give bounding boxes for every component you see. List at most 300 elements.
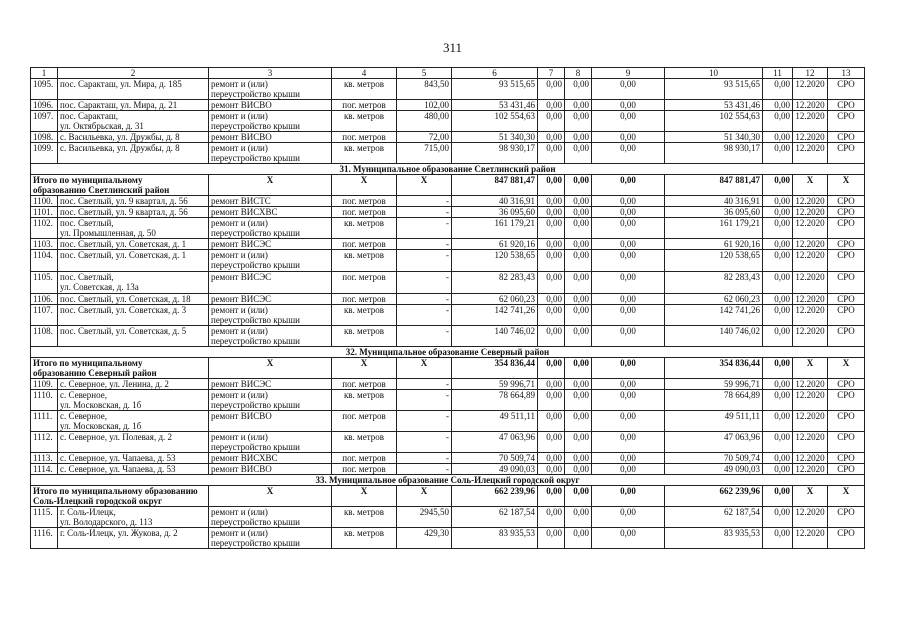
row-number: 1098.: [31, 132, 58, 143]
row-number: 1103.: [31, 239, 58, 250]
row-number: 1110.: [31, 390, 58, 411]
funds-col11: 0,00: [763, 294, 793, 305]
funds-col8: 0,00: [565, 411, 592, 432]
register-table: [30, 67, 865, 549]
completion-date: 12.2020: [793, 143, 828, 164]
total-cost: 61 920,16: [452, 239, 538, 250]
address: с. Северное, ул. Чапаева, д. 53: [58, 464, 209, 475]
funds-col9: 0,00: [592, 196, 665, 207]
work-type: ремонт ВИСЭС: [209, 272, 332, 294]
total-cost: 93 515,65: [452, 79, 538, 100]
funds-col11: 0,00: [763, 486, 793, 507]
method: СРО: [828, 294, 865, 305]
funds-col11: 0,00: [763, 143, 793, 164]
method: СРО: [828, 218, 865, 239]
method: СРО: [828, 411, 865, 432]
funds-col10: 140 746,02: [665, 326, 763, 347]
x-mark: X: [397, 486, 452, 507]
work-type: ремонт и (или) переустройство крыши: [209, 305, 332, 326]
quantity: 102,00: [397, 100, 452, 111]
funds-col9: 0,00: [592, 486, 665, 507]
funds-col7: 0,00: [538, 218, 565, 239]
funds-col8: 0,00: [565, 507, 592, 528]
funds-col10: 83 935,53: [665, 528, 763, 549]
work-type: ремонт ВИСЭС: [209, 294, 332, 305]
x-mark: X: [209, 358, 332, 379]
section-heading: [31, 164, 865, 175]
funds-col11: 0,00: [763, 390, 793, 411]
subtotal-row: [31, 175, 865, 196]
funds-col7: 0,00: [538, 79, 565, 100]
funds-col9: 0,00: [592, 379, 665, 390]
unit: кв. метров: [332, 432, 397, 453]
funds-col9: 0,00: [592, 464, 665, 475]
table-row: [31, 196, 865, 207]
method: СРО: [828, 464, 865, 475]
total-cost: 83 935,53: [452, 528, 538, 549]
funds-col9: 0,00: [592, 294, 665, 305]
row-number: 1116.: [31, 528, 58, 549]
section-heading: [31, 347, 865, 358]
table-row: [31, 272, 865, 294]
funds-col10: 49 511,11: [665, 411, 763, 432]
quantity: -: [397, 305, 452, 326]
quantity: -: [397, 218, 452, 239]
row-number: 1097.: [31, 111, 58, 132]
column-number: 8: [565, 68, 592, 79]
quantity: -: [397, 432, 452, 453]
funds-col11: 0,00: [763, 218, 793, 239]
subtotal-row: [31, 358, 865, 379]
address: г. Соль-Илецк, ул. Володарского, д. 113: [58, 507, 209, 528]
total-cost: 70 509,74: [452, 453, 538, 464]
column-number: 5: [397, 68, 452, 79]
funds-col8: 0,00: [565, 390, 592, 411]
address: с. Северное, ул. Московская, д. 1б: [58, 411, 209, 432]
funds-col8: 0,00: [565, 175, 592, 196]
funds-col10: 51 340,30: [665, 132, 763, 143]
quantity: 72,00: [397, 132, 452, 143]
table-row: [31, 294, 865, 305]
method: СРО: [828, 79, 865, 100]
column-number: 13: [828, 68, 865, 79]
quantity: -: [397, 464, 452, 475]
funds-col10: 120 538,65: [665, 250, 763, 272]
unit: пог. метров: [332, 411, 397, 432]
completion-date: 12.2020: [793, 390, 828, 411]
funds-col7: 0,00: [538, 486, 565, 507]
quantity: 480,00: [397, 111, 452, 132]
funds-col11: 0,00: [763, 250, 793, 272]
row-number: 1106.: [31, 294, 58, 305]
funds-col8: 0,00: [565, 100, 592, 111]
quantity: -: [397, 196, 452, 207]
x-mark: X: [793, 486, 828, 507]
address: с. Северное, ул. Московская, д. 1б: [58, 390, 209, 411]
funds-col10: 78 664,89: [665, 390, 763, 411]
method: СРО: [828, 305, 865, 326]
address: пос. Светлый, ул. 9 квартал, д. 56: [58, 196, 209, 207]
subtotal-label: Итого по муниципальному образованию Светлинский район: [31, 175, 209, 196]
quantity: 2945,50: [397, 507, 452, 528]
funds-col11: 0,00: [763, 411, 793, 432]
funds-col7: 0,00: [538, 379, 565, 390]
completion-date: 12.2020: [793, 411, 828, 432]
address: пос. Светлый, ул. Советская, д. 1: [58, 250, 209, 272]
funds-col9: 0,00: [592, 100, 665, 111]
funds-col10: 161 179,21: [665, 218, 763, 239]
quantity: -: [397, 379, 452, 390]
row-number: 1107.: [31, 305, 58, 326]
quantity: -: [397, 326, 452, 347]
funds-col8: 0,00: [565, 379, 592, 390]
method: СРО: [828, 132, 865, 143]
address: с. Васильевка, ул. Дружбы, д. 8: [58, 132, 209, 143]
column-number: 12: [793, 68, 828, 79]
funds-col11: 0,00: [763, 432, 793, 453]
funds-col11: 0,00: [763, 79, 793, 100]
total-cost: 140 746,02: [452, 326, 538, 347]
funds-col11: 0,00: [763, 464, 793, 475]
funds-col8: 0,00: [565, 111, 592, 132]
column-number: 2: [58, 68, 209, 79]
funds-col8: 0,00: [565, 453, 592, 464]
completion-date: 12.2020: [793, 432, 828, 453]
row-number: 1100.: [31, 196, 58, 207]
column-number: 6: [452, 68, 538, 79]
funds-col9: 0,00: [592, 79, 665, 100]
work-type: ремонт ВИСВО: [209, 411, 332, 432]
x-mark: X: [793, 358, 828, 379]
unit: кв. метров: [332, 390, 397, 411]
completion-date: 12.2020: [793, 132, 828, 143]
method: СРО: [828, 507, 865, 528]
subtotal-amount: 354 836,44: [452, 358, 538, 379]
funds-col7: 0,00: [538, 432, 565, 453]
funds-col7: 0,00: [538, 507, 565, 528]
table-row: [31, 218, 865, 239]
method: СРО: [828, 453, 865, 464]
column-number: 1: [31, 68, 58, 79]
funds-col7: 0,00: [538, 464, 565, 475]
funds-col8: 0,00: [565, 464, 592, 475]
funds-col9: 0,00: [592, 132, 665, 143]
funds-col7: 0,00: [538, 272, 565, 294]
address: с. Северное, ул. Чапаева, д. 53: [58, 453, 209, 464]
funds-col10: 40 316,91: [665, 196, 763, 207]
funds-col9: 0,00: [592, 207, 665, 218]
unit: кв. метров: [332, 507, 397, 528]
funds-col10: 93 515,65: [665, 79, 763, 100]
funds-col9: 0,00: [592, 272, 665, 294]
completion-date: 12.2020: [793, 305, 828, 326]
x-mark: X: [828, 175, 865, 196]
quantity: 429,30: [397, 528, 452, 549]
total-cost: 98 930,17: [452, 143, 538, 164]
work-type: ремонт и (или) переустройство крыши: [209, 528, 332, 549]
address: с. Северное, ул. Ленина, д. 2: [58, 379, 209, 390]
work-type: ремонт ВИСХВС: [209, 453, 332, 464]
quantity: -: [397, 411, 452, 432]
table-row: [31, 207, 865, 218]
table-row: [31, 432, 865, 453]
funds-col9: 0,00: [592, 111, 665, 132]
section-title: 33. Муниципальное образование Соль-Илецкий городской округ: [31, 475, 865, 486]
total-cost: 78 664,89: [452, 390, 538, 411]
unit: кв. метров: [332, 111, 397, 132]
address: пос. Светлый, ул. Советская, д. 1: [58, 239, 209, 250]
unit: кв. метров: [332, 326, 397, 347]
funds-col8: 0,00: [565, 358, 592, 379]
table-row: [31, 111, 865, 132]
address: с. Северное, ул. Полевая, д. 2: [58, 432, 209, 453]
row-number: 1099.: [31, 143, 58, 164]
total-cost: 49 511,11: [452, 411, 538, 432]
total-cost: 142 741,26: [452, 305, 538, 326]
funds-col11: 0,00: [763, 132, 793, 143]
funds-col8: 0,00: [565, 486, 592, 507]
address: пос. Светлый, ул. Советская, д. 5: [58, 326, 209, 347]
total-cost: 49 090,03: [452, 464, 538, 475]
quantity: -: [397, 250, 452, 272]
row-number: 1101.: [31, 207, 58, 218]
funds-col11: 0,00: [763, 305, 793, 326]
funds-col7: 0,00: [538, 326, 565, 347]
table-row: [31, 305, 865, 326]
table-row: [31, 453, 865, 464]
funds-col8: 0,00: [565, 528, 592, 549]
method: СРО: [828, 272, 865, 294]
funds-col8: 0,00: [565, 326, 592, 347]
funds-col7: 0,00: [538, 175, 565, 196]
funds-col10: 82 283,43: [665, 272, 763, 294]
funds-col8: 0,00: [565, 305, 592, 326]
funds-col7: 0,00: [538, 453, 565, 464]
x-mark: X: [332, 486, 397, 507]
funds-col11: 0,00: [763, 379, 793, 390]
work-type: ремонт и (или) переустройство крыши: [209, 111, 332, 132]
total-cost: 40 316,91: [452, 196, 538, 207]
completion-date: 12.2020: [793, 111, 828, 132]
unit: пог. метров: [332, 207, 397, 218]
x-mark: X: [397, 358, 452, 379]
row-number: 1095.: [31, 79, 58, 100]
funds-col9: 0,00: [592, 218, 665, 239]
funds-col11: 0,00: [763, 175, 793, 196]
x-mark: X: [828, 486, 865, 507]
funds-col11: 0,00: [763, 239, 793, 250]
unit: кв. метров: [332, 305, 397, 326]
work-type: ремонт ВИСВО: [209, 132, 332, 143]
unit: пог. метров: [332, 272, 397, 294]
row-number: 1104.: [31, 250, 58, 272]
work-type: ремонт ВИСВО: [209, 464, 332, 475]
table-row: [31, 100, 865, 111]
funds-col10: 47 063,96: [665, 432, 763, 453]
funds-col8: 0,00: [565, 432, 592, 453]
funds-col11: 0,00: [763, 507, 793, 528]
address: с. Васильевка, ул. Дружбы, д. 8: [58, 143, 209, 164]
unit: пог. метров: [332, 379, 397, 390]
work-type: ремонт и (или) переустройство крыши: [209, 79, 332, 100]
address: пос. Светлый, ул. Советская, д. 3: [58, 305, 209, 326]
funds-col10: 61 920,16: [665, 239, 763, 250]
completion-date: 12.2020: [793, 272, 828, 294]
work-type: ремонт и (или) переустройство крыши: [209, 507, 332, 528]
funds-col11: 0,00: [763, 272, 793, 294]
quantity: -: [397, 207, 452, 218]
funds-col9: 0,00: [592, 507, 665, 528]
completion-date: 12.2020: [793, 196, 828, 207]
total-cost: 62 060,23: [452, 294, 538, 305]
work-type: ремонт и (или) переустройство крыши: [209, 143, 332, 164]
quantity: 715,00: [397, 143, 452, 164]
x-mark: X: [209, 175, 332, 196]
total-cost: 82 283,43: [452, 272, 538, 294]
work-type: ремонт ВИСТС: [209, 196, 332, 207]
funds-col10: 102 554,63: [665, 111, 763, 132]
total-cost: 62 187,54: [452, 507, 538, 528]
unit: кв. метров: [332, 143, 397, 164]
x-mark: X: [828, 358, 865, 379]
completion-date: 12.2020: [793, 464, 828, 475]
total-cost: 59 996,71: [452, 379, 538, 390]
method: СРО: [828, 111, 865, 132]
unit: пог. метров: [332, 294, 397, 305]
page-number: 311: [442, 40, 463, 55]
completion-date: 12.2020: [793, 100, 828, 111]
funds-col7: 0,00: [538, 100, 565, 111]
funds-col11: 0,00: [763, 453, 793, 464]
funds-col8: 0,00: [565, 207, 592, 218]
funds-col9: 0,00: [592, 528, 665, 549]
table-row: [31, 239, 865, 250]
work-type: ремонт ВИСВО: [209, 100, 332, 111]
funds-col8: 0,00: [565, 143, 592, 164]
completion-date: 12.2020: [793, 207, 828, 218]
method: СРО: [828, 250, 865, 272]
funds-col9: 0,00: [592, 411, 665, 432]
row-number: 1108.: [31, 326, 58, 347]
funds-col7: 0,00: [538, 294, 565, 305]
unit: пог. метров: [332, 100, 397, 111]
funds-col7: 0,00: [538, 305, 565, 326]
funds-col10: 59 996,71: [665, 379, 763, 390]
funds-col9: 0,00: [592, 250, 665, 272]
column-number: 10: [665, 68, 763, 79]
quantity: -: [397, 453, 452, 464]
funds-col11: 0,00: [763, 196, 793, 207]
funds-col11: 0,00: [763, 111, 793, 132]
row-number: 1115.: [31, 507, 58, 528]
funds-col9: 0,00: [592, 305, 665, 326]
method: СРО: [828, 100, 865, 111]
funds-col10: 62 060,23: [665, 294, 763, 305]
total-cost: 51 340,30: [452, 132, 538, 143]
unit: кв. метров: [332, 218, 397, 239]
completion-date: 12.2020: [793, 528, 828, 549]
funds-col7: 0,00: [538, 528, 565, 549]
funds-col11: 0,00: [763, 326, 793, 347]
funds-col7: 0,00: [538, 250, 565, 272]
funds-col9: 0,00: [592, 453, 665, 464]
unit: пог. метров: [332, 464, 397, 475]
quantity: 843,50: [397, 79, 452, 100]
quantity: -: [397, 239, 452, 250]
row-number: 1111.: [31, 411, 58, 432]
subtotal-amount: 847 881,47: [452, 175, 538, 196]
work-type: ремонт ВИСЭС: [209, 379, 332, 390]
funds-col11: 0,00: [763, 207, 793, 218]
funds-col8: 0,00: [565, 196, 592, 207]
funds-col7: 0,00: [538, 411, 565, 432]
funds-col8: 0,00: [565, 132, 592, 143]
funds-col7: 0,00: [538, 143, 565, 164]
funds-col9: 0,00: [592, 326, 665, 347]
funds-col9: 0,00: [592, 143, 665, 164]
row-number: 1109.: [31, 379, 58, 390]
address: пос. Светлый, ул. Советская, д. 13а: [58, 272, 209, 294]
table-row: [31, 507, 865, 528]
total-cost: 161 179,21: [452, 218, 538, 239]
funds-col7: 0,00: [538, 239, 565, 250]
work-type: ремонт и (или) переустройство крыши: [209, 326, 332, 347]
x-mark: X: [332, 175, 397, 196]
quantity: -: [397, 294, 452, 305]
funds-col8: 0,00: [565, 294, 592, 305]
completion-date: 12.2020: [793, 250, 828, 272]
funds-col8: 0,00: [565, 218, 592, 239]
table-row: [31, 528, 865, 549]
method: СРО: [828, 390, 865, 411]
address: пос. Саракташ, ул. Мира, д. 21: [58, 100, 209, 111]
funds-col11: 0,00: [763, 358, 793, 379]
total-cost: 36 095,60: [452, 207, 538, 218]
completion-date: 12.2020: [793, 294, 828, 305]
method: СРО: [828, 196, 865, 207]
method: СРО: [828, 528, 865, 549]
address: пос. Саракташ, ул. Октябрьская, д. 31: [58, 111, 209, 132]
subtotal-label: Итого по муниципальному образованию Северный район: [31, 358, 209, 379]
completion-date: 12.2020: [793, 326, 828, 347]
subtotal-row: [31, 486, 865, 507]
quantity: -: [397, 272, 452, 294]
method: СРО: [828, 207, 865, 218]
row-number: 1105.: [31, 272, 58, 294]
section-heading: [31, 475, 865, 486]
unit: пог. метров: [332, 132, 397, 143]
unit: пог. метров: [332, 453, 397, 464]
unit: кв. метров: [332, 528, 397, 549]
table-row: [31, 464, 865, 475]
row-number: 1096.: [31, 100, 58, 111]
unit: пог. метров: [332, 239, 397, 250]
table-row: [31, 132, 865, 143]
funds-col7: 0,00: [538, 390, 565, 411]
funds-col8: 0,00: [565, 250, 592, 272]
funds-col7: 0,00: [538, 196, 565, 207]
table-row: [31, 250, 865, 272]
funds-col9: 0,00: [592, 239, 665, 250]
total-cost: 102 554,63: [452, 111, 538, 132]
section-title: 31. Муниципальное образование Светлинский район: [31, 164, 865, 175]
completion-date: 12.2020: [793, 79, 828, 100]
funds-col10: 142 741,26: [665, 305, 763, 326]
x-mark: X: [793, 175, 828, 196]
table-row: [31, 411, 865, 432]
column-number: 9: [592, 68, 665, 79]
row-number: 1114.: [31, 464, 58, 475]
